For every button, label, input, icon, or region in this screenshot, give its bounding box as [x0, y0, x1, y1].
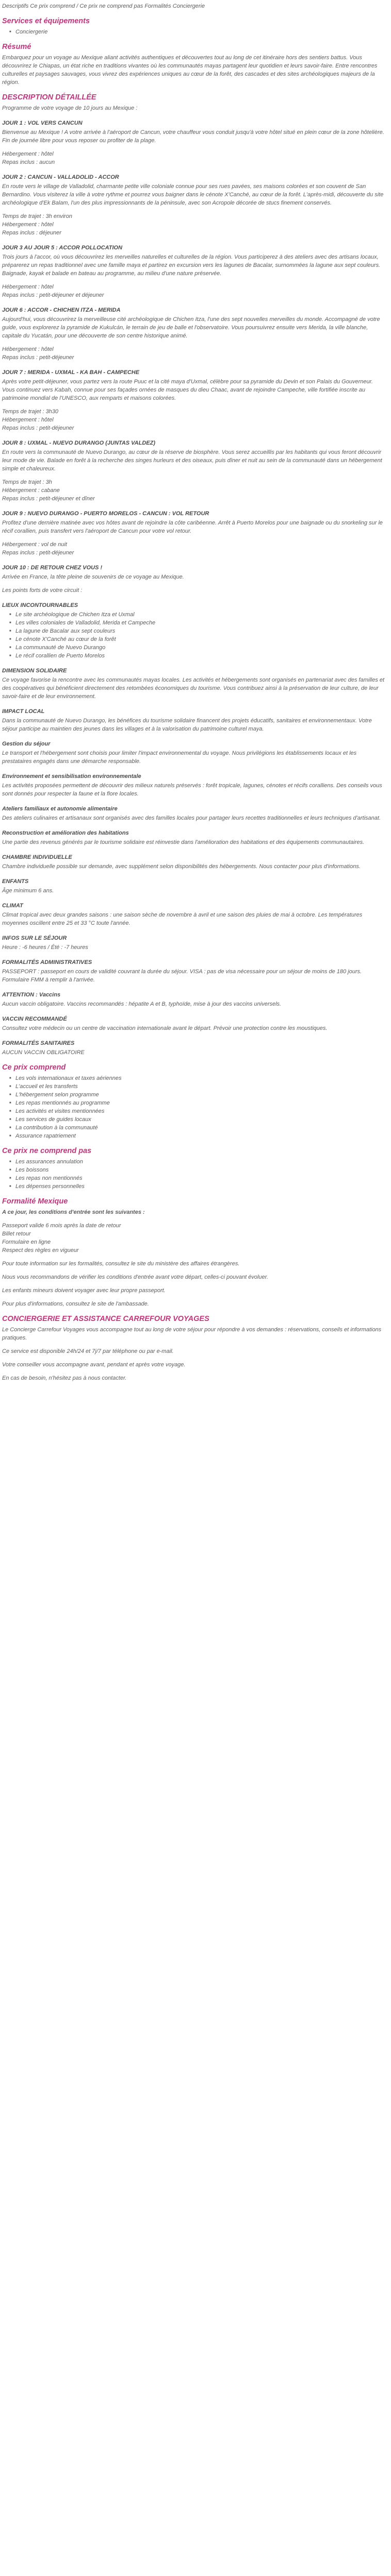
list-item: ■ Le récif corallien de Puerto Morelos	[15, 652, 385, 660]
formalite-text: Pour toute information sur les formalités, consultez le site du ministère des affaires étrangères.	[2, 1261, 240, 1267]
gestion-text: Le transport et l'hébergement sont choisis pour limiter l'impact environnemental du voyage. Nous privilégions les établissements locaux et les prestataires engagés dans une démarche responsable.	[2, 750, 357, 765]
environnement-text: Les activités proposées permettent de découvrir des milieux naturels préservés : forêt tropicale, lagunes, cénotes et récifs coralliens. Des conseils vous sont donnés pour respecter la faune et la flore locales.	[2, 783, 382, 797]
day-extra: Temps de trajet : 3h environ	[2, 213, 72, 219]
formalite-item: Passeport valide 6 mois après la date de retour	[2, 1223, 121, 1229]
formalites-title: FORMALITÉS ADMINISTRATIVES	[2, 959, 92, 965]
intro-tabs[interactable]: Descriptifs Ce prix comprend / Ce prix ne comprend pas Formalités Conciergerie	[2, 3, 205, 9]
day-3	[2, 244, 385, 299]
enfants-text: Âge minimum 6 ans.	[2, 888, 54, 894]
impact-text: Dans la communauté de Nuevo Durango, les bénéfices du tourisme solidaire financent des projets éducatifs, sanitaires et environnementaux. Votre séjour participe au maintien des jeunes dans les villages et à la valorisation du patrimoine culturel maya.	[2, 718, 372, 732]
day-extra: Hébergement : hôtel	[2, 284, 54, 290]
day-title: JOUR 2 : CANCUN - VALLADOLID - ACCOR	[2, 174, 119, 180]
conciergerie-title: CONCIERGERIE ET ASSISTANCE CARREFOUR VOYAGES	[2, 1315, 209, 1323]
day-extra: Hébergement : hôtel	[2, 346, 54, 352]
list-item: ■ Les activités et visites mentionnées	[15, 1107, 385, 1115]
list-item: ■ Le site archéologique de Chichen Itza et Uxmal	[15, 611, 385, 619]
day-title: JOUR 10 : DE RETOUR CHEZ VOUS !	[2, 565, 103, 571]
exclus-title: Ce prix ne comprend pas	[2, 1147, 92, 1155]
day-text: En route vers le village de Valladolid, charmante petite ville coloniale connue pour ses rues pavées, ses maisons colorées et son couvent de San Bernardino. Vous visiterez la ville à votre rythme et pourrez vous baigner dans le cénote X'Canché, au cœur de la forêt. L'après-midi, découverte du site archéologique d'Ek Balam, l'un des plus impressionnants de la péninsule, avec son Acropole décorée de stucs finement conservés.	[2, 183, 384, 206]
day-extra: Repas inclus : petit-déjeuner	[2, 550, 74, 556]
day-title: JOUR 8 : UXMAL - NUEVO DURANGO (JUNTAS VALDEZ)	[2, 440, 156, 446]
day-extra: Repas inclus : petit-déjeuner	[2, 425, 74, 431]
day-extra: Temps de trajet : 3h30	[2, 409, 59, 415]
list-item: ■ Les assurances annulation	[15, 1158, 385, 1166]
day-title: JOUR 1 : VOL VERS CANCUN	[2, 120, 83, 126]
impact-title: IMPACT LOCAL	[2, 708, 45, 715]
list-item: ■ La communauté de Nuevo Durango	[15, 643, 385, 652]
list-item: ■ Les services de guides locaux	[15, 1115, 385, 1124]
formalites-sanitaires-text: AUCUN VACCIN OBLIGATOIRE	[2, 1049, 85, 1056]
day-extra: Temps de trajet : 3h	[2, 479, 52, 485]
chambre-title: CHAMBRE INDIVIDUELLE	[2, 854, 72, 860]
formalite-mexique-title: Formalité Mexique	[2, 1197, 68, 1206]
day-extra: Hébergement : vol de nuit	[2, 541, 67, 548]
day-text: En route vers la communauté de Nuevo Durango, au cœur de la réserve de biosphère. Vous serez accueillis par les habitants qui vous feront découvrir leur mode de vie. Balade en forêt à la recherche des singes hurleurs et des oiseaux, puis dîner et nuit au sein de la communauté dans un hébergement simple et chaleureux.	[2, 449, 382, 472]
list-item: ■ Les boissons	[15, 1166, 385, 1174]
dimension-text: Ce voyage favorise la rencontre avec les communautés mayas locales. Les activités et hébergements sont organisés en partenariat avec des familles et des coopératives qui bénéficient directement des retombées économiques du tourisme. Vous contribuez ainsi à la préservation de leur culture, de leur savoir-faire et de leur environnement.	[2, 677, 385, 700]
vaccin-recommande-text: Consultez votre médecin ou un centre de vaccination internationale avant le départ. Prévoir une protection contre les moustiques.	[2, 1025, 328, 1031]
day-text: Après votre petit-déjeuner, vous partez vers la route Puuc et la cité maya d'Uxmal, célèbre pour sa pyramide du Devin et son Palais du Gouverneur. Vous continuez vers Kabah, connue pour ses façades ornées de masques du dieu Chaac, avant de rejoindre Campeche, ville fortifiée inscrite au patrimoine mondial de l'UNESCO, aux remparts et maisons colorées.	[2, 379, 373, 401]
formalite-item: Respect des règles en vigueur	[2, 1247, 79, 1253]
day-extra: Hébergement : hôtel	[2, 222, 54, 228]
list-item: ■ La lagune de Bacalar aux sept couleurs	[15, 627, 385, 635]
day-8	[2, 564, 385, 595]
services-list	[2, 28, 385, 36]
conciergerie-text: En cas de besoin, n'hésitez pas à nous contacter.	[2, 1375, 127, 1381]
day-extra: Repas inclus : aucun	[2, 159, 55, 165]
list-item: ■ Conciergerie	[15, 28, 385, 36]
day-title: JOUR 7 : MERIDA - UXMAL - KA BAH - CAMPECHE	[2, 369, 140, 376]
formalite-text: Nous vous recommandons de vérifier les conditions d'entrée avant votre départ, celles-ci pouvant évoluer.	[2, 1274, 268, 1280]
day-text: Arrivée en France, la tête pleine de souvenirs de ce voyage au Mexique.	[2, 574, 184, 580]
vaccins-title: ATTENTION : Vaccins	[2, 992, 61, 998]
vaccins-text: Aucun vaccin obligatoire. Vaccins recommandés : hépatite A et B, typhoïde, mise à jour des vaccins universels.	[2, 1001, 282, 1007]
description-title: DESCRIPTION DÉTAILLÉE	[2, 93, 96, 101]
formalites-text: PASSEPORT : passeport en cours de validité couvrant la durée du séjour. VISA : pas de visa nécessaire pour un séjour de moins de 180 jours. Formulaire FMM à remplir à l'arrivée.	[2, 969, 362, 983]
lieux-list	[2, 611, 385, 660]
formalite-text: Les enfants mineurs doivent voyager avec leur propre passeport.	[2, 1287, 166, 1294]
list-item: ■ Les dépenses personnelles	[15, 1182, 385, 1191]
day-extra: Repas inclus : déjeuner	[2, 230, 61, 236]
day-2	[2, 174, 385, 237]
meta-title: INFOS SUR LE SÉJOUR	[2, 935, 67, 941]
conciergerie-text: Votre conseiller vous accompagne avant, pendant et après votre voyage.	[2, 1362, 186, 1368]
list-item: ■ Les vols internationaux et taxes aériennes	[15, 1074, 385, 1082]
inclus-list	[2, 1074, 385, 1140]
list-item: ■ Assurance rapatriement	[15, 1132, 385, 1140]
climat-title: CLIMAT	[2, 903, 23, 909]
exclus-list	[2, 1158, 385, 1191]
vaccin-recommande-title: VACCIN RECOMMANDÉ	[2, 1016, 67, 1022]
conciergerie-text: Ce service est disponible 24h/24 et 7j/7 par téléphone ou par e-mail.	[2, 1348, 174, 1354]
gestion-title: Gestion du séjour	[2, 741, 51, 747]
day-title: JOUR 6 : ACCOR - CHICHEN ITZA - MERIDA	[2, 307, 121, 313]
day-extra: Repas inclus : petit-déjeuner et dîner	[2, 496, 95, 502]
chambre-text: Chambre individuelle possible sur demande, avec supplément selon disponibilités des hébergements. Nous contacter pour plus d'informations.	[2, 863, 361, 870]
ateliers-title: Ateliers familiaux et autonomie alimentaire	[2, 806, 118, 812]
days-list	[2, 120, 385, 595]
formalite-item: Billet retour	[2, 1231, 31, 1237]
enfants-title: ENFANTS	[2, 878, 29, 885]
day-extra: Les points forts de votre circuit :	[2, 587, 83, 594]
day-text: Trois jours à l'accor, où vous découvrirez les merveilles naturelles et culturelles de la région. Vous participerez à des ateliers avec des artisans locaux, préparerez un repas traditionnel avec une famille maya et partirez en excursion vers les lagunes de Bacalar, surnommées la lagune aux sept couleurs. Baignade, kayak et balade en bateau au programme, au milieu d'une nature préservée.	[2, 254, 381, 277]
list-item: ■ Le cénote X'Canché au cœur de la forêt	[15, 635, 385, 643]
day-extra: Repas inclus : petit-déjeuner et déjeuner	[2, 292, 104, 298]
day-7	[2, 510, 385, 557]
day-1	[2, 120, 385, 166]
day-extra: Hébergement : hôtel	[2, 417, 54, 423]
day-title: JOUR 9 : NUEVO DURANGO - PUERTO MORELOS - CANCUN : VOL RETOUR	[2, 511, 209, 517]
formalite-sub: A ce jour, les conditions d'entrée sont les suivantes :	[2, 1209, 145, 1215]
day-5	[2, 369, 385, 432]
day-text: Profitez d'une dernière matinée avec vos hôtes avant de rejoindre la côte caribéenne. Arrêt à Puerto Morelos pour une baignade ou du snorkeling sur le récif corallien, puis transfert vers l'aéroport de Cancun pour votre vol retour.	[2, 520, 383, 534]
ateliers-text: Des ateliers culinaires et artisanaux sont organisés avec des familles locales pour partager leurs recettes traditionnelles et leurs techniques d'artisanat.	[2, 815, 381, 821]
list-item: ■ Les repas non mentionnés	[15, 1174, 385, 1182]
day-title: JOUR 3 AU JOUR 5 : ACCOR POLLOCATION	[2, 245, 123, 251]
services-title: Services et équipements	[2, 17, 90, 25]
list-item: ■ La contribution à la communauté	[15, 1124, 385, 1132]
formalite-item: Formulaire en ligne	[2, 1239, 51, 1245]
day-extra: Hébergement : cabane	[2, 487, 60, 494]
list-item: ■ Les repas mentionnés au programme	[15, 1099, 385, 1107]
reconstruction-text: Une partie des revenus générés par le tourisme solidaire est réinvestie dans l'amélioration des habitations et des équipements communautaires.	[2, 839, 365, 845]
conciergerie-text: Le Concierge Carrefour Voyages vous accompagne tout au long de votre séjour pour répondre à vos demandes : réservations, conseils et informations pratiques.	[2, 1327, 382, 1341]
day-text: Aujourd'hui, vous découvrirez la merveilleuse cité archéologique de Chichen Itza, l'une des sept nouvelles merveilles du monde. Accompagné de votre guide, vous explorerez la pyramide de Kukulcán, le terrain de jeu de balle et l'observatoire. Vous poursuivrez ensuite vers Merida, la ville blanche, capitale du Yucatán, pour une découverte de son centre historique animé.	[2, 316, 380, 339]
list-item: ■ L'hébergement selon programme	[15, 1091, 385, 1099]
meta-text: Heure : -6 heures / Été : -7 heures	[2, 944, 88, 951]
reconstruction-title: Reconstruction et amélioration des habitations	[2, 830, 129, 836]
resume-title: Résumé	[2, 43, 31, 51]
list-item: ■ Les villes coloniales de Valladolid, Merida et Campeche	[15, 619, 385, 627]
climat-text: Climat tropical avec deux grandes saisons : une saison sèche de novembre à avril et une saison des pluies de mai à octobre. Les températures moyennes oscillent entre 25 et 33 °C toute l'année.	[2, 912, 363, 926]
day-text: Bienvenue au Mexique ! A votre arrivée à l'aéroport de Cancun, votre chauffeur vous conduit jusqu'à votre hôtel situé en plein cœur de la zone hôtelière. Fin de journée libre pour vous reposer ou profiter de la plage.	[2, 129, 384, 144]
formalite-text: Pour plus d'informations, consultez le site de l'ambassade.	[2, 1301, 149, 1307]
programme-intro: Programme de votre voyage de 10 jours au Mexique :	[2, 105, 138, 111]
list-item: ■ L'accueil et les transferts	[15, 1082, 385, 1091]
resume-text: Embarquez pour un voyage au Mexique aliant activités authentiques et découvertes tout au long de cet itinéraire hors des sentiers battus. Vous découvrirez le Chiapas, un état riche en traditions vivantes où les communautés mayas partagent leur quotidien et leurs savoir-faire. Entre rencontres culturelles et paysages sauvages, vous vivrez des expériences uniques au cœur de la forêt, des cascades et des sites archéologiques majeurs de la région.	[2, 55, 378, 86]
day-4	[2, 307, 385, 362]
formalites-sanitaires-title: FORMALITÉS SANITAIRES	[2, 1040, 75, 1046]
day-6	[2, 439, 385, 503]
day-extra: Hébergement : hôtel	[2, 151, 54, 157]
environnement-title: Environnement et sensibilisation environnementale	[2, 773, 141, 779]
lieux-title: LIEUX INCONTOURNABLES	[2, 602, 78, 608]
day-extra: Repas inclus : petit-déjeuner	[2, 354, 74, 361]
dimension-title: DIMENSION SOLIDAIRE	[2, 668, 67, 674]
inclus-title: Ce prix comprend	[2, 1063, 66, 1072]
